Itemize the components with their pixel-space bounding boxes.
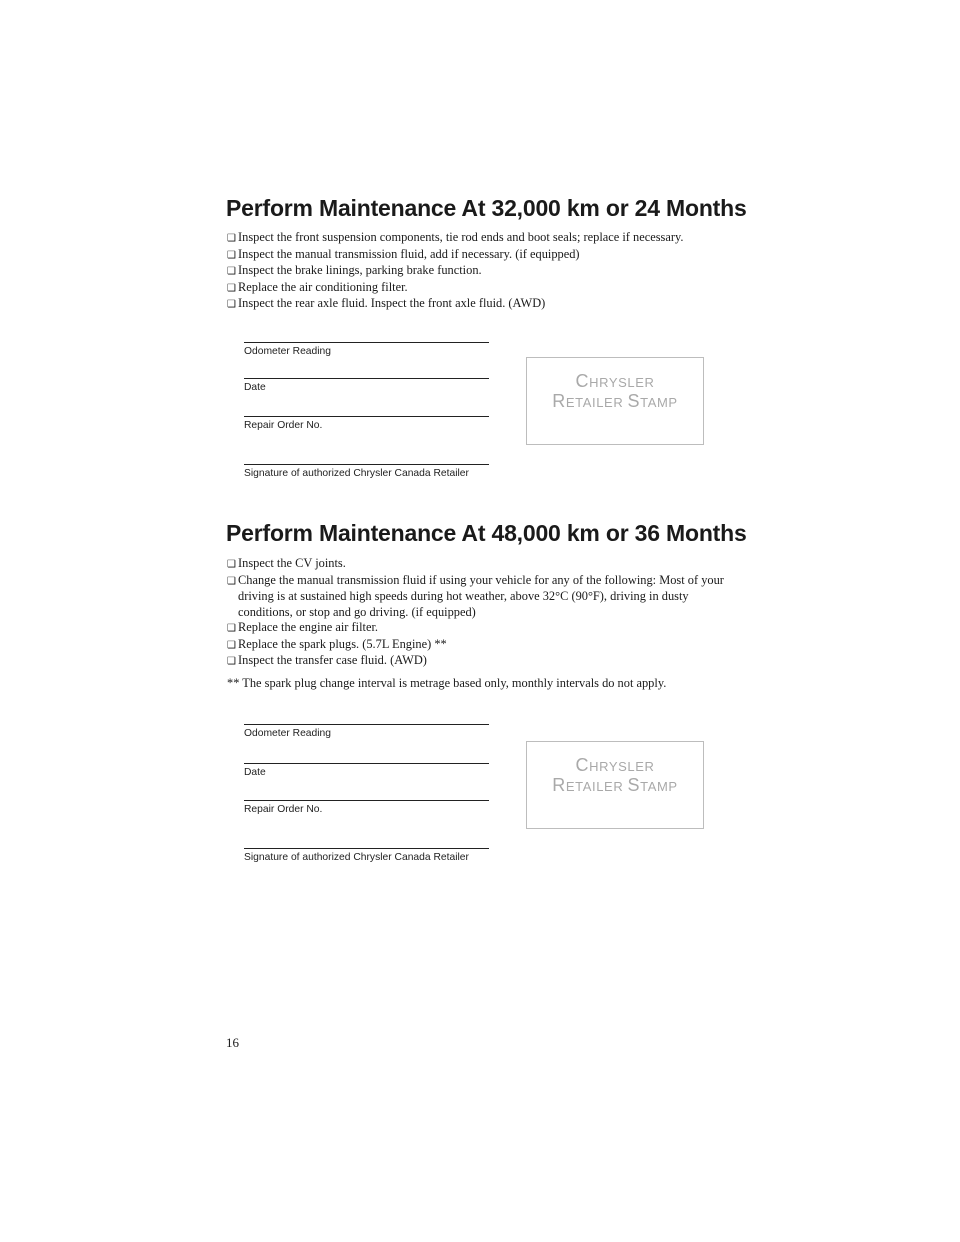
signature-line — [244, 724, 489, 725]
repair-order-label: Repair Order No. — [244, 804, 323, 815]
signature-line — [244, 848, 489, 849]
retailer-stamp-box — [526, 741, 704, 829]
section-title-48000km: Perform Maintenance At 48,000 km or 36 Months — [226, 520, 747, 546]
checklist-48000km — [227, 556, 727, 670]
checklist-item: ❑ Change the manual transmission fluid if using your vehicle for any of the following: Most of your driving is at sustained high speeds during hot weather, above 32°C (90°F), driving in dusty conditions, or stop and go driving. (if equipped) — [227, 572, 724, 619]
stamp-line-2: RETAILER STAMP — [552, 391, 678, 411]
signature-line — [244, 763, 489, 764]
odometer-label: Odometer Reading — [244, 728, 332, 739]
odometer-label: Odometer Reading — [244, 346, 332, 357]
checklist-item: ❑ Inspect the manual transmission fluid, add if necessary. (if equipped) — [227, 247, 727, 264]
repair-order-label: Repair Order No. — [244, 420, 323, 431]
checklist-item: ❑ Inspect the rear axle fluid. Inspect the front axle fluid. (AWD) — [227, 296, 727, 313]
repair-order-field — [244, 416, 489, 431]
checkbox-icon: ❑ — [227, 559, 236, 570]
stamp-line-1: CHRYSLER — [575, 371, 655, 391]
date-label: Date — [244, 382, 266, 393]
section-title-32000km: Perform Maintenance At 32,000 km or 24 Months — [226, 195, 747, 221]
checkbox-icon: ❑ — [227, 639, 236, 651]
checklist-item: ❑ Inspect the transfer case fluid. (AWD) — [227, 653, 727, 670]
date-label: Date — [244, 767, 266, 778]
checklist-item: ❑ Inspect the front suspension components, tie rod ends and boot seals; replace if necessary. — [227, 230, 727, 247]
signature-line — [244, 464, 489, 465]
date-field — [244, 763, 489, 778]
date-field — [244, 378, 489, 393]
checklist-item: ❑ Inspect the CV joints. — [227, 556, 727, 573]
signature-line — [244, 800, 489, 801]
checklist-item: ❑ Inspect the brake linings, parking brake function. — [227, 263, 727, 280]
signature-line — [244, 378, 489, 379]
checkbox-icon: ❑ — [227, 249, 236, 261]
checkbox-icon: ❑ — [227, 575, 236, 587]
stamp-line-1: CHRYSLER — [575, 755, 655, 775]
signature-field — [244, 848, 489, 863]
checkbox-icon: ❑ — [227, 233, 236, 244]
checkbox-icon: ❑ — [227, 282, 236, 294]
footnote: ** The spark plug change interval is metrage based only, monthly intervals do not apply. — [227, 676, 667, 690]
odometer-field — [244, 724, 489, 739]
checklist-32000km — [227, 230, 727, 313]
checkbox-icon: ❑ — [227, 623, 236, 634]
odometer-field — [244, 342, 489, 357]
checklist-item: ❑ Replace the spark plugs. (5.7L Engine) ** — [227, 637, 727, 654]
signature-label: Signature of authorized Chrysler Canada Retailer — [244, 468, 469, 479]
retailer-stamp-box — [526, 357, 704, 445]
page-number: 16 — [226, 1035, 239, 1050]
signature-line — [244, 416, 489, 417]
checkbox-icon: ❑ — [227, 266, 236, 277]
checkbox-icon: ❑ — [227, 299, 236, 310]
checklist-item: ❑ Replace the engine air filter. — [227, 620, 727, 637]
signature-label: Signature of authorized Chrysler Canada Retailer — [244, 852, 469, 863]
signature-field — [244, 464, 489, 479]
repair-order-field — [244, 800, 489, 815]
signature-line — [244, 342, 489, 343]
checkbox-icon: ❑ — [227, 656, 236, 667]
stamp-line-2: RETAILER STAMP — [552, 775, 678, 795]
checklist-item: ❑ Replace the air conditioning filter. — [227, 280, 727, 297]
